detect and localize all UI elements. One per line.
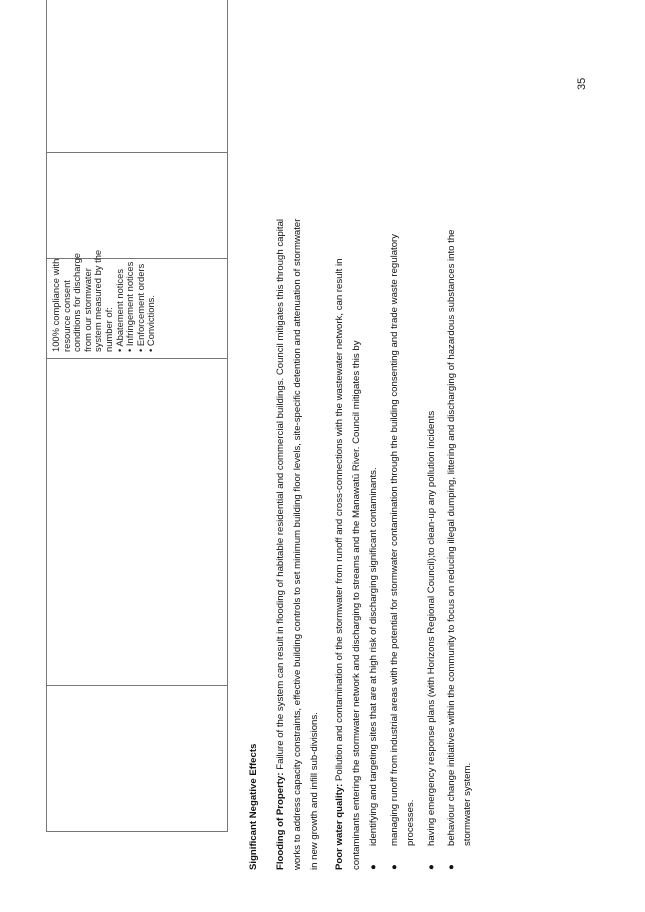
section-heading: Significant Negative Effects [248,743,259,870]
performance-measures-table [46,0,228,832]
flooding-line-3: in new growth and infill sub-divisions. [309,712,320,870]
bullet-dot: ● [446,864,457,870]
table-cell-measure [47,249,228,359]
measure-text [47,249,157,358]
bullet-4-line-2: stormwater system. [462,762,473,846]
water-quality-label: Poor water quality: [334,783,345,870]
measure-line: system measured by the [92,249,104,352]
bullet-2-line-2: processes. [405,799,416,846]
bullet-dot: ● [426,864,437,870]
measure-line: • Enforcement orders [134,263,146,352]
flooding-line-2: works to address capacity constraints, effective building controls to set minimum building floor levels, site-specific detention and attenuation of stormwater [292,218,303,870]
flooding-label: Flooding of Property: [275,772,286,870]
bullet-dot: ● [389,864,400,870]
measure-line: from our stormwater [81,268,93,352]
table-cell-empty-4 [47,0,228,153]
measure-line: conditions for discharge [71,252,83,352]
measure-line: • Abatement notices [113,268,125,352]
measure-line: number of: [102,307,114,352]
bullet-dot: ● [368,864,379,870]
measure-line: resource consent [60,280,72,352]
page-number: 35 [576,77,588,90]
water-quality-line-1 [334,259,345,870]
bullet-1-line-1: identifying and targeting sites that are at high risk of discharging significant contaminants. [368,467,379,846]
water-quality-text-1: Pollution and contamination of the stormwater from runoff and cross-connections with the wastewater network, can result in [334,258,345,781]
measure-line: • Convictions. [145,295,157,352]
table-cell-empty-2 [47,359,228,686]
bullet-3-line-1: having emergency response plans (with Horizons Regional Council);to clean-up any pollution incidents [426,410,437,846]
table-cell-empty-3 [47,153,228,259]
flooding-line-1 [275,219,286,870]
bullet-4-line-1: behaviour change initiatives within the community to focus on reducing illegal dumping, littering and discharging of hazardous substances into the [446,229,457,846]
measure-line: 100% compliance with [50,258,61,352]
bullet-2-line-1: managing runoff from industrial areas with the potential for stormwater contamination through the building consenting and trade waste regulatory [389,233,400,846]
flooding-text-1: Failure of the system can result in flooding of habitable residential and commercial buildings. Council mitigates this through capital [275,218,286,770]
water-quality-line-2: contaminants entering the stormwater network and discharging to streams and the Manawatū River. Council mitigates this by [351,340,362,870]
table-cell-empty-1 [47,686,228,832]
measure-line: • Infringement notices [124,261,136,352]
